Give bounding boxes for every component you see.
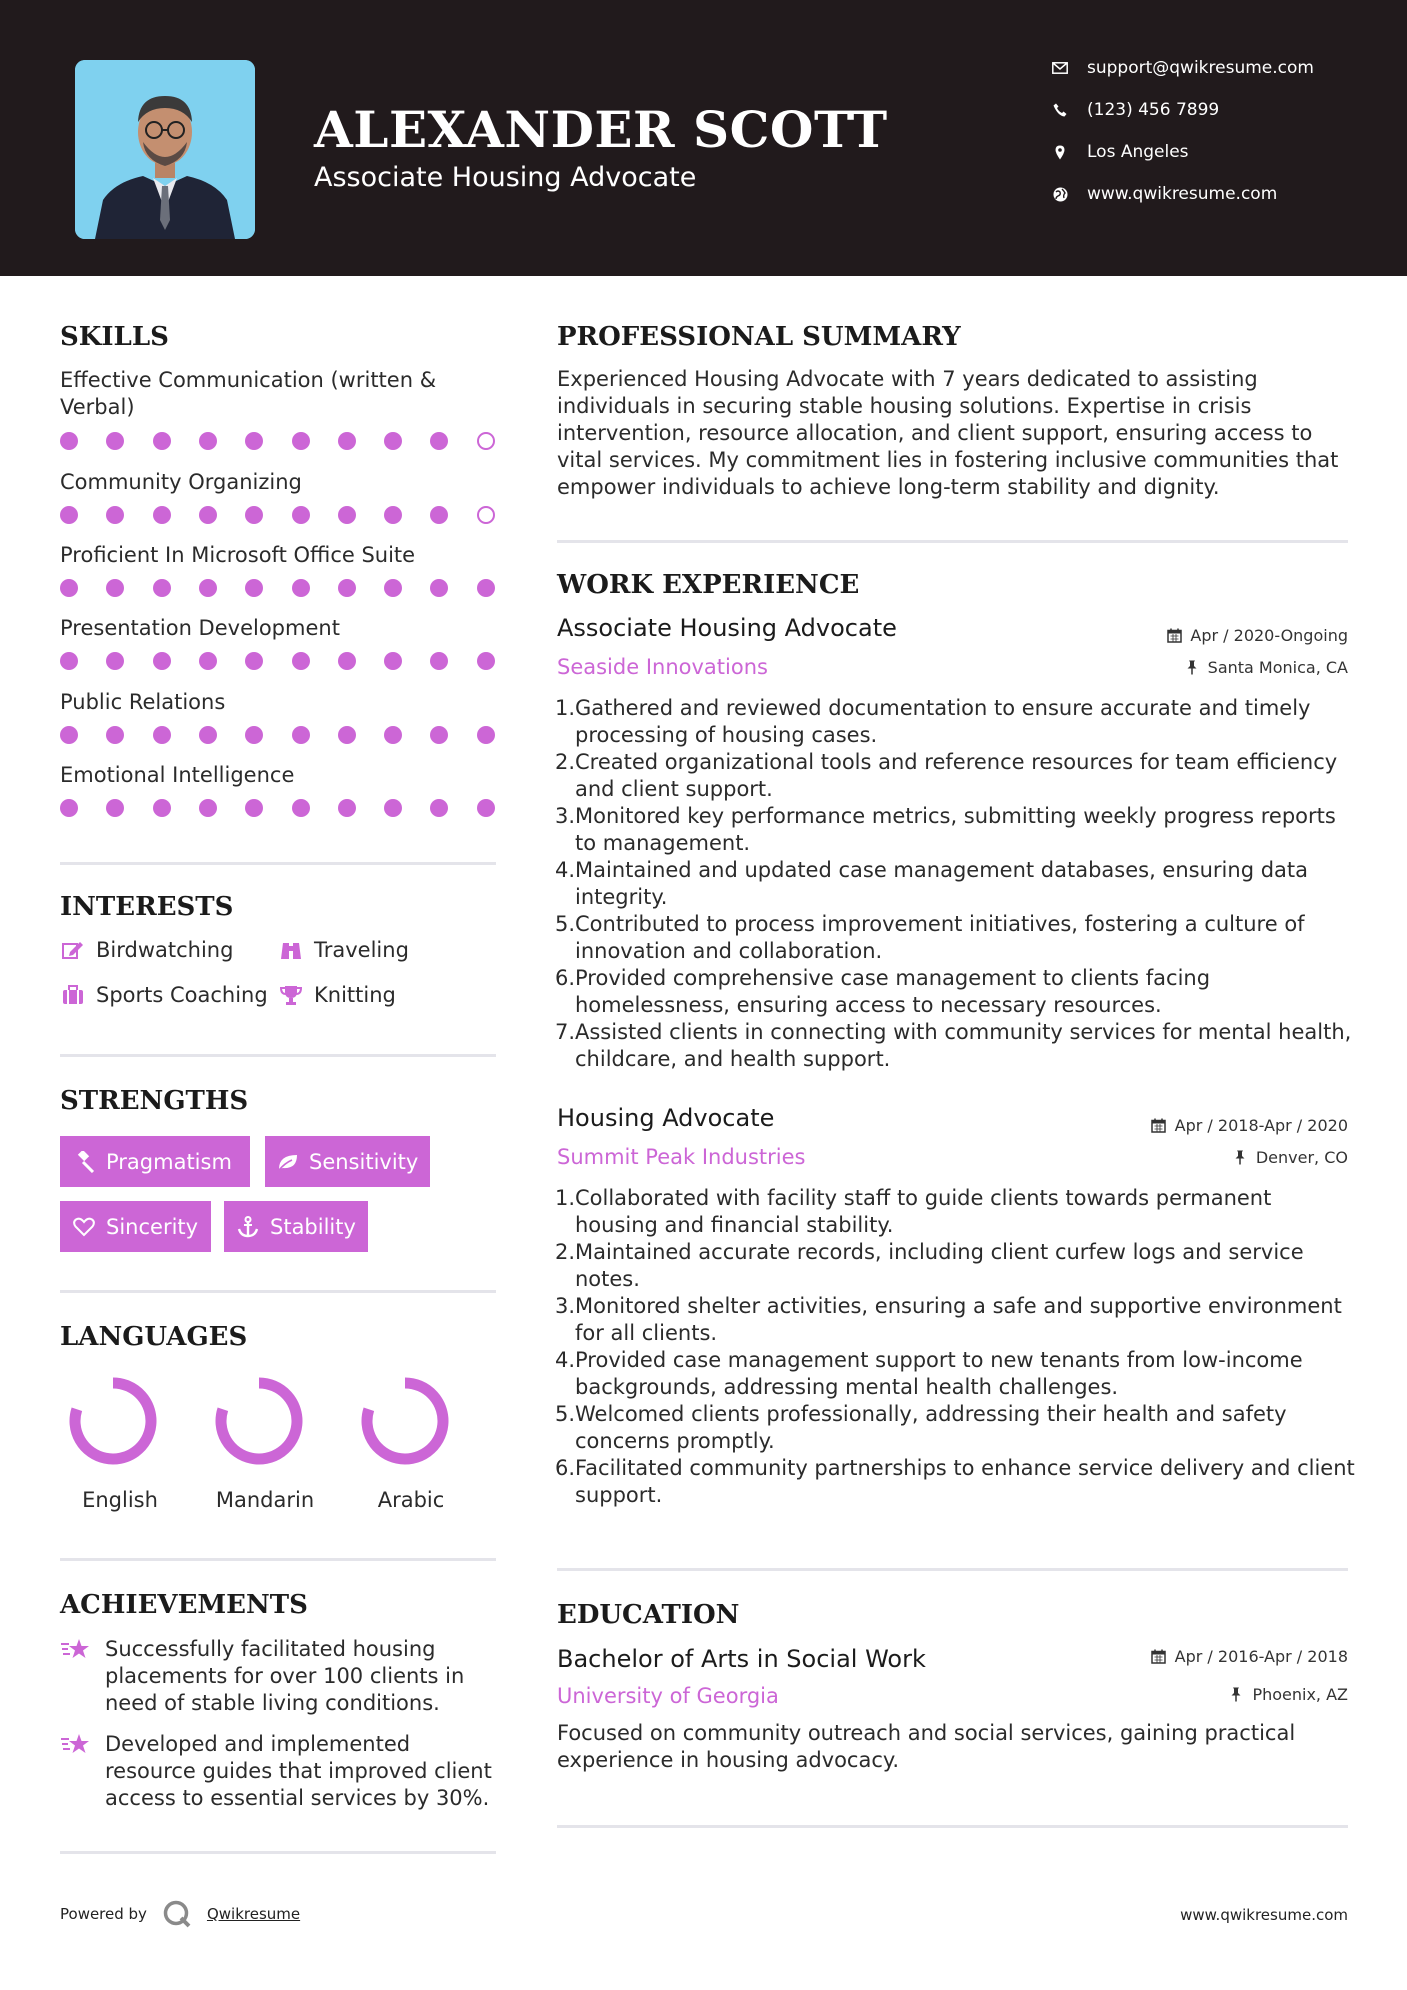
list-item bbox=[555, 1293, 1355, 1347]
rating-dot-filled bbox=[430, 652, 448, 670]
list-number: 7. bbox=[555, 1020, 576, 1044]
leaf-icon bbox=[277, 1150, 299, 1174]
strengths-heading: STRENGTHS bbox=[60, 1086, 249, 1116]
rating-dot-filled bbox=[384, 799, 402, 817]
job-date bbox=[1151, 1116, 1348, 1135]
skill-rating bbox=[60, 506, 500, 526]
skill-name: Effective Communication (written & Verbal) bbox=[60, 368, 437, 419]
calendar-icon bbox=[1166, 628, 1182, 644]
list-number: 5. bbox=[555, 912, 576, 936]
language-level-arc bbox=[75, 1383, 151, 1459]
strength-chip bbox=[60, 1201, 211, 1252]
list-item bbox=[555, 1019, 1355, 1073]
achievement-item bbox=[60, 1731, 500, 1813]
achievement-text: Successfully facilitated housing placements for over 100 clients in need of stable living conditions. bbox=[105, 1637, 465, 1715]
list-item-text: Created organizational tools and reference resources for team efficiency and client support. bbox=[575, 750, 1338, 801]
section-divider bbox=[60, 1851, 496, 1854]
company-name: Summit Peak Industries bbox=[557, 1145, 806, 1169]
rating-dot-filled bbox=[477, 579, 495, 597]
list-item bbox=[555, 1185, 1355, 1239]
skill-rating bbox=[60, 579, 500, 599]
achievements-heading: ACHIEVEMENTS bbox=[60, 1590, 308, 1620]
achievement-text: Developed and implemented resource guides that improved client access to essential services by 30%. bbox=[105, 1732, 492, 1810]
language-level-arc bbox=[367, 1383, 443, 1459]
contact-phone[interactable] bbox=[1050, 100, 1380, 120]
degree-title: Bachelor of Arts in Social Work bbox=[557, 1645, 926, 1673]
list-number: 3. bbox=[555, 804, 576, 828]
rating-dot-filled bbox=[430, 799, 448, 817]
list-item bbox=[555, 1347, 1355, 1401]
list-number: 1. bbox=[555, 1186, 576, 1210]
section-divider bbox=[60, 862, 496, 865]
language-level-arc bbox=[221, 1383, 297, 1459]
job-date bbox=[1166, 626, 1348, 645]
job-responsibilities bbox=[555, 1185, 1355, 1509]
interest-item bbox=[60, 983, 268, 1007]
education-location-text: Phoenix, AZ bbox=[1252, 1685, 1348, 1704]
rating-dot-filled bbox=[477, 652, 495, 670]
contact-phone-text: (123) 456 7899 bbox=[1087, 100, 1220, 120]
footer-powered-by bbox=[60, 1898, 300, 1930]
interest-label: Traveling bbox=[314, 938, 409, 962]
rating-dot-filled bbox=[384, 726, 402, 744]
briefcase-icon bbox=[60, 983, 86, 1007]
rating-dot-filled bbox=[199, 652, 217, 670]
list-number: 6. bbox=[555, 1456, 576, 1480]
rating-dot-filled bbox=[338, 506, 356, 524]
list-item-text: Facilitated community partnerships to enhance service delivery and client support. bbox=[575, 1456, 1355, 1507]
rating-dot-filled bbox=[430, 579, 448, 597]
rating-dot-filled bbox=[153, 432, 171, 450]
job-title: Housing Advocate bbox=[557, 1104, 775, 1132]
footer-website-link[interactable]: www.qwikresume.com bbox=[1180, 1906, 1348, 1924]
rating-dot-filled bbox=[292, 726, 310, 744]
qwikresume-logo-icon[interactable] bbox=[162, 1899, 192, 1929]
list-item bbox=[555, 1455, 1355, 1509]
skill-name: Emotional Intelligence bbox=[60, 763, 295, 787]
rating-dot-filled bbox=[106, 799, 124, 817]
trophy-icon bbox=[278, 983, 304, 1007]
profile-photo bbox=[75, 60, 255, 239]
skill-name: Proficient In Microsoft Office Suite bbox=[60, 543, 416, 567]
rating-dot-filled bbox=[338, 432, 356, 450]
section-divider bbox=[557, 1568, 1348, 1571]
strength-label: Sensitivity bbox=[309, 1149, 419, 1174]
interest-label: Knitting bbox=[314, 983, 396, 1007]
section-divider bbox=[60, 1290, 496, 1293]
summary-text: Experienced Housing Advocate with 7 years dedicated to assisting individuals in securing stable housing solutions. Expertise in crisis intervention, resource allocation, and client support, ensuring access to vital services. My commitment lies in fostering inclusive communities that empower individuals to achieve long-term stability and dignity. bbox=[557, 367, 1339, 499]
summary-heading: PROFESSIONAL SUMMARY bbox=[557, 322, 961, 352]
rating-dot-filled bbox=[292, 799, 310, 817]
list-item-text: Collaborated with facility staff to guide clients towards permanent housing and financial stability. bbox=[575, 1186, 1272, 1237]
list-item-text: Provided case management support to new tenants from low-income backgrounds, addressing mental health challenges. bbox=[575, 1348, 1303, 1399]
job-title: Associate Housing Advocate bbox=[557, 614, 897, 642]
rating-dot-filled bbox=[60, 652, 78, 670]
powered-by-text: Powered by bbox=[60, 1905, 147, 1923]
contact-location-text: Los Angeles bbox=[1087, 142, 1189, 162]
resume-header bbox=[0, 0, 1407, 276]
contact-website[interactable] bbox=[1050, 184, 1380, 204]
globe-icon bbox=[1050, 184, 1070, 204]
rating-dot-filled bbox=[245, 726, 263, 744]
rating-dot-filled bbox=[338, 579, 356, 597]
skill-name: Community Organizing bbox=[60, 470, 302, 494]
skill-name: Public Relations bbox=[60, 690, 226, 714]
strength-label: Stability bbox=[270, 1214, 356, 1239]
anchor-icon bbox=[236, 1215, 260, 1239]
pencil-square-icon bbox=[60, 938, 86, 962]
contact-location bbox=[1050, 142, 1380, 162]
strength-chip bbox=[265, 1136, 430, 1187]
job-date-text: Apr / 2020-Ongoing bbox=[1190, 626, 1348, 645]
pushpin-icon bbox=[1228, 1687, 1244, 1703]
rating-dot-filled bbox=[153, 506, 171, 524]
achievement-item bbox=[60, 1636, 500, 1718]
binoculars-icon bbox=[278, 938, 304, 962]
list-item-text: Maintained accurate records, including client curfew logs and service notes. bbox=[575, 1240, 1304, 1291]
rating-dot-filled bbox=[245, 799, 263, 817]
strength-chip bbox=[60, 1136, 250, 1187]
rating-dot-filled bbox=[106, 432, 124, 450]
rating-dot-filled bbox=[292, 506, 310, 524]
rating-dot-filled bbox=[292, 652, 310, 670]
section-divider bbox=[557, 1825, 1348, 1828]
list-item-text: Welcomed clients professionally, addressing their health and safety concerns promptly. bbox=[575, 1402, 1287, 1453]
rating-dot-filled bbox=[384, 652, 402, 670]
list-number: 2. bbox=[555, 1240, 576, 1264]
rating-dot-filled bbox=[384, 432, 402, 450]
company-name: Seaside Innovations bbox=[557, 655, 768, 679]
language-level-ring bbox=[67, 1375, 159, 1467]
heart-icon bbox=[72, 1215, 96, 1239]
rating-dot-filled bbox=[60, 432, 78, 450]
rating-dot-filled bbox=[245, 579, 263, 597]
contact-email[interactable] bbox=[1050, 58, 1380, 78]
candidate-name: ALEXANDER SCOTT bbox=[314, 100, 888, 159]
location-pin-icon bbox=[1050, 142, 1070, 162]
education-location bbox=[1228, 1685, 1348, 1704]
job-location bbox=[1184, 658, 1348, 677]
education-date-text: Apr / 2016-Apr / 2018 bbox=[1174, 1647, 1348, 1666]
rating-dot-filled bbox=[153, 799, 171, 817]
rating-dot-filled bbox=[430, 432, 448, 450]
job-location-text: Denver, CO bbox=[1255, 1148, 1348, 1167]
education-date bbox=[1151, 1647, 1348, 1666]
skill-rating bbox=[60, 799, 500, 819]
list-item-text: Maintained and updated case management databases, ensuring data integrity. bbox=[575, 858, 1309, 909]
list-item bbox=[555, 1401, 1355, 1455]
rating-dot-filled bbox=[245, 506, 263, 524]
rating-dot-filled bbox=[430, 726, 448, 744]
list-item bbox=[555, 857, 1355, 911]
rating-dot-empty bbox=[477, 432, 495, 450]
list-item-text: Assisted clients in connecting with community services for mental health, childcare, and health support. bbox=[575, 1020, 1352, 1071]
person-portrait-icon bbox=[75, 60, 255, 239]
section-divider bbox=[557, 540, 1348, 543]
shooting-star-icon bbox=[60, 1731, 92, 1759]
list-number: 4. bbox=[555, 1348, 576, 1372]
school-name: University of Georgia bbox=[557, 1684, 779, 1708]
interest-item bbox=[278, 983, 396, 1007]
rating-dot-filled bbox=[199, 799, 217, 817]
education-description: Focused on community outreach and social services, gaining practical experience in housing advocacy. bbox=[557, 1721, 1296, 1772]
contact-website-text: www.qwikresume.com bbox=[1087, 184, 1278, 204]
shooting-star-icon bbox=[60, 1636, 92, 1664]
rating-dot-filled bbox=[384, 579, 402, 597]
interests-heading: INTERESTS bbox=[60, 892, 234, 922]
list-item bbox=[555, 965, 1355, 1019]
rating-dot-empty bbox=[477, 506, 495, 524]
experience-heading: WORK EXPERIENCE bbox=[557, 570, 860, 600]
interest-item bbox=[60, 938, 233, 962]
skill-name: Presentation Development bbox=[60, 616, 340, 640]
rating-dot-filled bbox=[60, 506, 78, 524]
interest-label: Sports Coaching bbox=[96, 983, 268, 1007]
job-location-text: Santa Monica, CA bbox=[1207, 658, 1348, 677]
rating-dot-filled bbox=[106, 652, 124, 670]
language-name: Arabic bbox=[377, 1488, 445, 1512]
languages-heading: LANGUAGES bbox=[60, 1322, 248, 1352]
list-item bbox=[555, 1239, 1355, 1293]
rating-dot-filled bbox=[106, 579, 124, 597]
list-item bbox=[555, 803, 1355, 857]
skill-rating bbox=[60, 726, 500, 746]
rating-dot-filled bbox=[384, 506, 402, 524]
rating-dot-filled bbox=[477, 726, 495, 744]
skills-heading: SKILLS bbox=[60, 322, 169, 352]
rating-dot-filled bbox=[199, 506, 217, 524]
list-number: 5. bbox=[555, 1402, 576, 1426]
rating-dot-filled bbox=[60, 579, 78, 597]
list-item-text: Monitored shelter activities, ensuring a safe and supportive environment for all clients. bbox=[575, 1294, 1342, 1345]
contact-email-text: support@qwikresume.com bbox=[1087, 58, 1314, 78]
rating-dot-filled bbox=[292, 432, 310, 450]
list-item bbox=[555, 695, 1355, 749]
qwikresume-link[interactable]: Qwikresume bbox=[206, 1905, 301, 1923]
section-divider bbox=[60, 1558, 496, 1561]
rating-dot-filled bbox=[60, 799, 78, 817]
list-item-text: Monitored key performance metrics, submitting weekly progress reports to management. bbox=[575, 804, 1336, 855]
rating-dot-filled bbox=[338, 799, 356, 817]
language-name: Mandarin bbox=[215, 1488, 315, 1512]
strength-label: Pragmatism bbox=[106, 1149, 232, 1174]
pushpin-icon bbox=[1232, 1150, 1248, 1166]
education-heading: EDUCATION bbox=[557, 1600, 740, 1630]
language-name: English bbox=[82, 1488, 158, 1512]
strength-label: Sincerity bbox=[106, 1214, 199, 1239]
rating-dot-filled bbox=[153, 726, 171, 744]
rating-dot-filled bbox=[245, 432, 263, 450]
list-item-text: Provided comprehensive case management to clients facing homelessness, ensuring access to necessary resources. bbox=[575, 966, 1211, 1017]
rating-dot-filled bbox=[106, 506, 124, 524]
rating-dot-filled bbox=[338, 726, 356, 744]
calendar-icon bbox=[1151, 1118, 1167, 1134]
rating-dot-filled bbox=[199, 579, 217, 597]
interest-label: Birdwatching bbox=[96, 938, 234, 962]
candidate-title: Associate Housing Advocate bbox=[314, 162, 697, 193]
list-item-text: Contributed to process improvement initiatives, fostering a culture of innovation and collaboration. bbox=[575, 912, 1305, 963]
rating-dot-filled bbox=[106, 726, 124, 744]
skill-rating bbox=[60, 432, 500, 452]
list-item bbox=[555, 911, 1355, 965]
list-number: 2. bbox=[555, 750, 576, 774]
language-level-ring bbox=[359, 1375, 451, 1467]
job-date-text: Apr / 2018-Apr / 2020 bbox=[1174, 1116, 1348, 1135]
strength-chip bbox=[224, 1201, 368, 1252]
envelope-icon bbox=[1050, 58, 1070, 78]
phone-icon bbox=[1050, 100, 1070, 120]
pushpin-icon bbox=[1184, 660, 1200, 676]
job-location bbox=[1232, 1148, 1348, 1167]
rating-dot-filled bbox=[338, 652, 356, 670]
rating-dot-filled bbox=[199, 432, 217, 450]
interest-item bbox=[278, 938, 409, 962]
rating-dot-filled bbox=[245, 652, 263, 670]
rating-dot-filled bbox=[60, 726, 78, 744]
rating-dot-filled bbox=[199, 726, 217, 744]
list-item bbox=[555, 749, 1355, 803]
rating-dot-filled bbox=[153, 579, 171, 597]
rating-dot-filled bbox=[477, 799, 495, 817]
section-divider bbox=[60, 1054, 496, 1057]
rating-dot-filled bbox=[292, 579, 310, 597]
calendar-icon bbox=[1151, 1649, 1167, 1665]
rating-dot-filled bbox=[430, 506, 448, 524]
list-item-text: Gathered and reviewed documentation to ensure accurate and timely processing of housing cases. bbox=[575, 696, 1311, 747]
list-number: 6. bbox=[555, 966, 576, 990]
skill-rating bbox=[60, 652, 500, 672]
list-number: 3. bbox=[555, 1294, 576, 1318]
list-number: 1. bbox=[555, 696, 576, 720]
job-responsibilities bbox=[555, 695, 1355, 1073]
gavel-icon bbox=[72, 1150, 96, 1174]
list-number: 4. bbox=[555, 858, 576, 882]
language-level-ring bbox=[213, 1375, 305, 1467]
rating-dot-filled bbox=[153, 652, 171, 670]
